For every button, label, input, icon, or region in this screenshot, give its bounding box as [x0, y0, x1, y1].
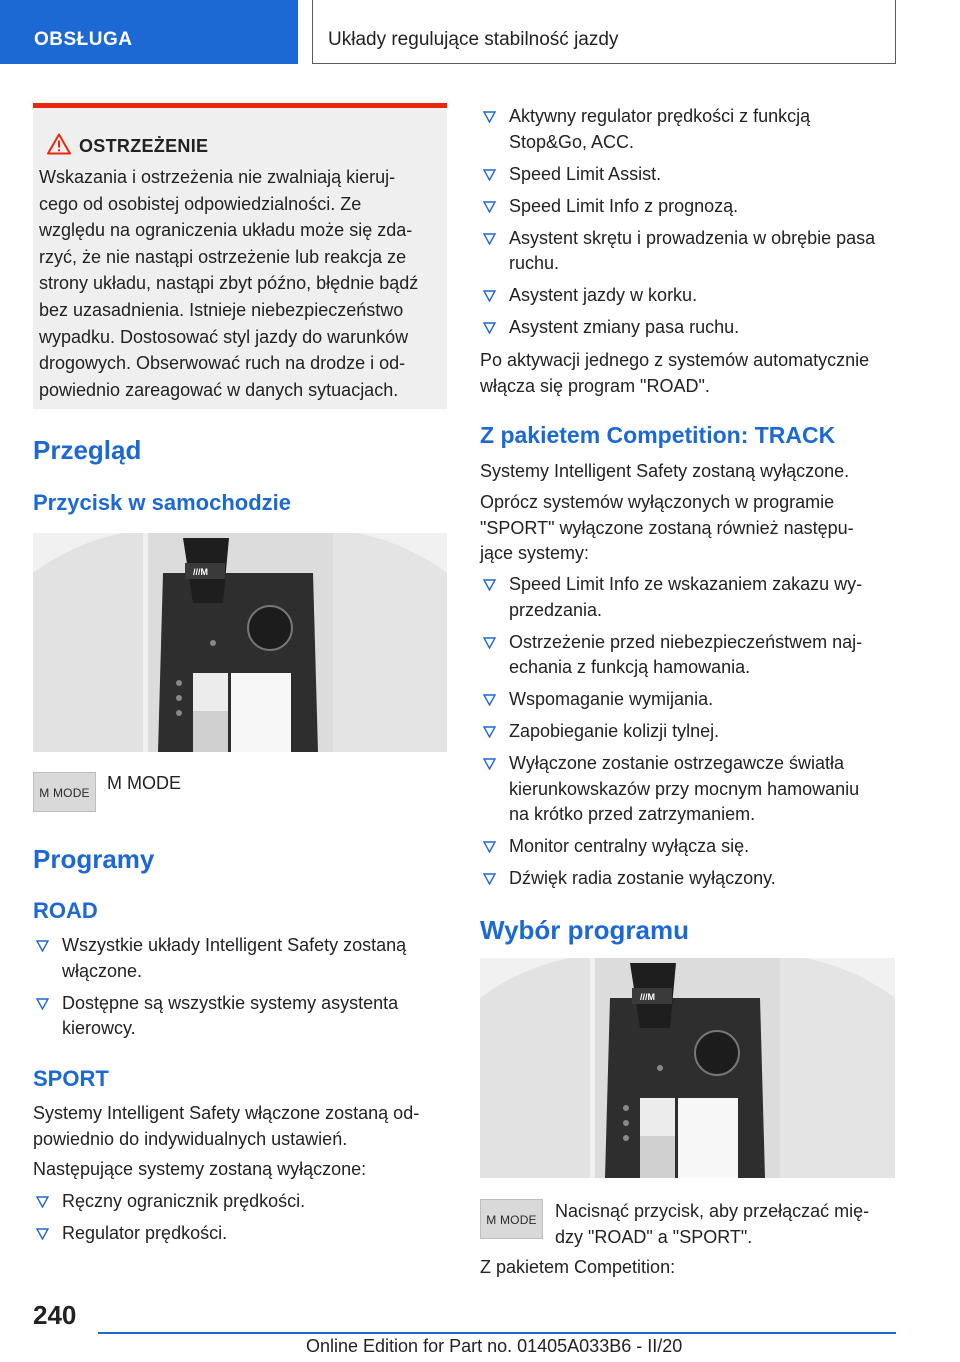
list-item: Wyłączone zostanie ostrzegawcze światła kierunkowskazów przy mocnym hamowaniu na krótko przed zatrzymaniem.: [480, 751, 896, 828]
triangle-bullet-icon: [483, 841, 496, 853]
triangle-bullet-icon: [36, 998, 49, 1010]
center-console-illustration: [33, 533, 447, 752]
list-item: Asystent zmiany pasa ruchu.: [480, 315, 896, 341]
triangle-bullet-icon: [483, 694, 496, 706]
button-subheading: Przycisk w samochodzie: [33, 490, 291, 515]
warning-text: [39, 164, 439, 403]
road-list: [33, 933, 447, 1048]
list-item: Speed Limit Info ze wskazaniem zakazu wy- przedzania.: [480, 572, 896, 623]
header-title-box: [312, 0, 896, 64]
m-mode-button-icon: [480, 1199, 543, 1239]
header-section-label: OBSŁUGA: [34, 29, 133, 50]
warning-line: rzyć, że nie nastąpi ostrzeżenie lub reakcja ze: [39, 246, 407, 267]
triangle-bullet-icon: [483, 726, 496, 738]
footer-rule: [98, 1332, 896, 1334]
track-list: [480, 572, 896, 898]
list-item: Speed Limit Info z prognozą.: [480, 194, 896, 220]
triangle-bullet-icon: [483, 290, 496, 302]
road-heading: ROAD: [33, 898, 98, 923]
list-item: Ostrzeżenie przed niebezpieczeństwem naj- echania z funkcją hamowania.: [480, 630, 896, 681]
warning-line: Wskazania i ostrzeżenia nie zwalniają kieruj-: [39, 167, 396, 187]
triangle-bullet-icon: [483, 201, 496, 213]
m-mode-button-icon: [33, 772, 96, 812]
list-item: Asystent skrętu i prowadzenia w obrębie pasa ruchu.: [480, 226, 896, 277]
list-item: Aktywny regulator prędkości z funkcją Stop&Go, ACC.: [480, 104, 896, 155]
svg-text:///M: ///M: [193, 567, 208, 577]
warning-line: cego od osobistej odpowiedzialności. Ze: [39, 193, 362, 214]
sport-heading: SPORT: [33, 1066, 109, 1091]
list-item: Regulator prędkości.: [33, 1221, 447, 1247]
list-item: Dostępne są wszystkie systemy asystenta kierowcy.: [33, 991, 447, 1042]
warning-triangle-icon: [47, 133, 71, 155]
list-item: Ręczny ogranicznik prędkości.: [33, 1189, 447, 1215]
warning-line: względu na ograniczenia układu może się zda-: [39, 220, 413, 241]
competition-paragraph: Z pakietem Competition:: [480, 1257, 676, 1277]
overview-heading: Przegląd: [33, 435, 142, 465]
programs-heading: Programy: [33, 844, 155, 874]
footer-edition: Online Edition for Part no. 01405A033B6 - II/20: [306, 1336, 683, 1356]
m-mode-caption: M MODE: [107, 773, 181, 793]
triangle-bullet-icon: [483, 233, 496, 245]
list-item: Zapobieganie kolizji tylnej.: [480, 719, 896, 745]
list-item: Asystent jazdy w korku.: [480, 283, 896, 309]
warning-heading: OSTRZEŻENIE: [79, 136, 209, 156]
track-paragraph-1: Systemy Intelligent Safety zostaną wyłączone.: [480, 461, 850, 481]
triangle-bullet-icon: [483, 758, 496, 770]
m-mode-badge-label: M MODE: [39, 786, 90, 800]
select-caption: Nacisnąć przycisk, aby przełączać mię- dzy "ROAD" a "SPORT".: [555, 1201, 870, 1247]
triangle-bullet-icon: [483, 579, 496, 591]
warning-line: powiednio zareagować w danych sytuacjach.: [39, 379, 399, 400]
triangle-bullet-icon: [36, 1196, 49, 1208]
triangle-bullet-icon: [36, 1228, 49, 1240]
triangle-bullet-icon: [483, 169, 496, 181]
header-title: Układy regulujące stabilność jazdy: [328, 29, 619, 50]
track-paragraph-2: Oprócz systemów wyłączonych w programie "SPORT" wyłączone zostaną również następu- jące systemy:: [480, 492, 854, 563]
warning-line: bez uzasadnienia. Istnieje niebezpieczeństwo: [39, 299, 404, 320]
console-photo: [33, 533, 447, 752]
sport-list: [33, 1189, 447, 1253]
triangle-bullet-icon: [483, 322, 496, 334]
warning-box: [33, 103, 447, 409]
track-heading: Z pakietem Competition: TRACK: [480, 422, 836, 448]
page-number: 240: [33, 1300, 77, 1330]
warning-line: strony układu, nastąpi zbyt późno, błędnie bądź: [39, 273, 419, 294]
list-item: Speed Limit Assist.: [480, 162, 896, 188]
road-activation-paragraph: Po aktywacji jednego z systemów automatycznie włącza się program "ROAD".: [480, 350, 870, 396]
sport-disabled-intro: Następujące systemy zostaną wyłączone:: [33, 1159, 367, 1179]
warning-line: wypadku. Dostosować styl jazdy do warunków: [39, 326, 409, 347]
center-console-illustration: [480, 958, 895, 1178]
header-section-tab: [0, 0, 298, 64]
triangle-bullet-icon: [483, 637, 496, 649]
console-photo-2: [480, 958, 895, 1178]
warning-line: drogowych. Obserwować ruch na drodze i od-: [39, 353, 406, 374]
sport-list-continued: [480, 104, 896, 347]
triangle-bullet-icon: [483, 111, 496, 123]
svg-text:///M: ///M: [640, 992, 655, 1002]
list-item: Wszystkie układy Intelligent Safety zostaną włączone.: [33, 933, 447, 984]
triangle-bullet-icon: [36, 940, 49, 952]
m-mode-badge-label: M MODE: [486, 1213, 537, 1227]
list-item: Wspomaganie wymijania.: [480, 687, 896, 713]
triangle-bullet-icon: [483, 873, 496, 885]
program-selection-heading: Wybór programu: [480, 915, 689, 945]
list-item: Dźwięk radia zostanie wyłączony.: [480, 866, 896, 892]
sport-paragraph: Systemy Intelligent Safety włączone zostaną od- powiednio do indywidualnych ustawień.: [33, 1103, 420, 1149]
list-item: Monitor centralny wyłącza się.: [480, 834, 896, 860]
